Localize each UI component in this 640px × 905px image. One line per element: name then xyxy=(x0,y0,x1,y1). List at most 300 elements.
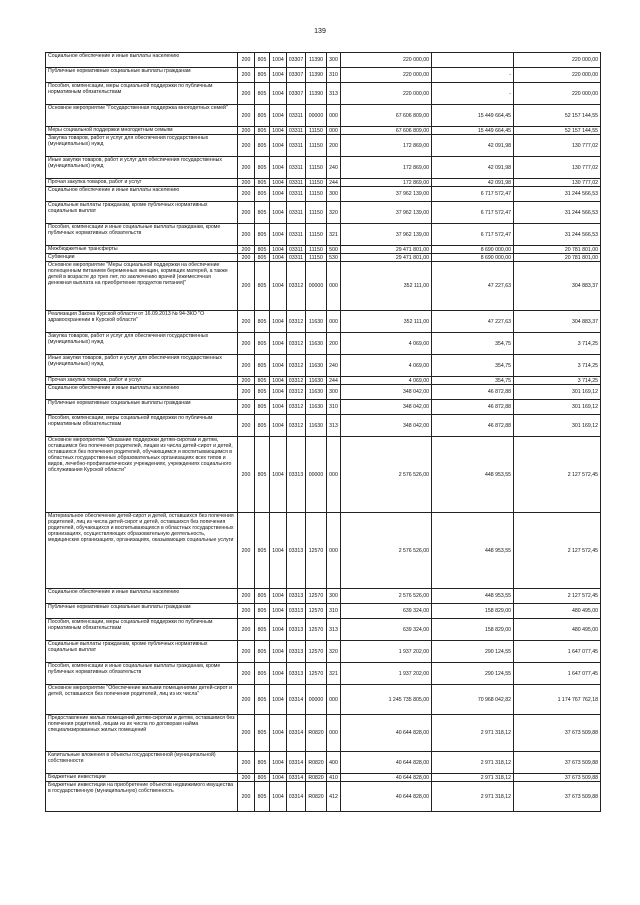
table-row xyxy=(46,333,601,355)
row-s3: 220 000,00 xyxy=(514,83,601,105)
row-name: Социальное обеспечение и иные выплаты населению xyxy=(46,589,238,604)
row-ved: 200 xyxy=(238,224,255,246)
row-pr: 1004 xyxy=(270,68,287,83)
row-s3: 3 714,25 xyxy=(514,377,601,385)
row-s3: 1 174 767 762,18 xyxy=(514,685,601,715)
row-pr: 1004 xyxy=(270,53,287,68)
row-pr: 1004 xyxy=(270,663,287,685)
row-s2: 46 872,88 xyxy=(432,415,514,437)
table-row xyxy=(46,157,601,179)
row-ved: 200 xyxy=(238,589,255,604)
row-s2: - xyxy=(432,68,514,83)
row-s2: 290 124,55 xyxy=(432,663,514,685)
table-row xyxy=(46,663,601,685)
row-name: Меры социальной поддержки многодетным семьям xyxy=(46,127,238,135)
row-name: Субвенции xyxy=(46,254,238,262)
row-s1: 352 111,00 xyxy=(341,262,432,311)
table-row xyxy=(46,105,601,127)
row-s1: 172 869,00 xyxy=(341,135,432,157)
row-name: Социальное обеспечение и иные выплаты населению xyxy=(46,53,238,68)
row-vr: 321 xyxy=(327,224,341,246)
row-name: Основное мероприятие "Оказание поддержки детям-сиротам и детям, оставшимся без попечения родителей, лицам из числа детей-сирот и детей, оставшихся без попечения родителей, обучающимся и воспитывающимся в областных государственных образовательных организациях всех типов и видов, лечебно-профилактических учреждениях, учреждениях социального обслуживания Курской области" xyxy=(46,437,238,513)
row-p1: 03311 xyxy=(287,127,306,135)
row-vr: 310 xyxy=(327,604,341,619)
row-vr: 000 xyxy=(327,715,341,752)
row-ved: 200 xyxy=(238,663,255,685)
row-pr: 1004 xyxy=(270,157,287,179)
row-vr: 313 xyxy=(327,83,341,105)
row-s1: 2 576 526,00 xyxy=(341,589,432,604)
row-rz: 805 xyxy=(255,641,270,663)
row-s1: 220 000,00 xyxy=(341,83,432,105)
row-ved: 200 xyxy=(238,157,255,179)
row-name: Пособия, компенсации и иные социальные выплаты гражданам, кроме публичных нормативных обязательств xyxy=(46,224,238,246)
row-s3: 3 714,25 xyxy=(514,333,601,355)
table-row xyxy=(46,513,601,589)
row-vr: 244 xyxy=(327,179,341,187)
row-vr: 300 xyxy=(327,187,341,202)
row-p2: 12570 xyxy=(306,589,327,604)
row-name: Социальные выплаты гражданам, кроме публичных нормативных социальных выплат xyxy=(46,202,238,224)
row-ved: 200 xyxy=(238,641,255,663)
row-s3: 480 495,00 xyxy=(514,604,601,619)
row-p2: 00000 xyxy=(306,685,327,715)
row-rz: 805 xyxy=(255,782,270,812)
row-s2: 2 971 318,12 xyxy=(432,782,514,812)
row-p1: 03311 xyxy=(287,105,306,127)
row-p1: 03314 xyxy=(287,752,306,774)
row-p2: 11390 xyxy=(306,83,327,105)
row-p2: 11630 xyxy=(306,311,327,333)
row-s2: 354,75 xyxy=(432,355,514,377)
row-s2: 47 227,63 xyxy=(432,311,514,333)
row-p2: 12570 xyxy=(306,663,327,685)
row-p1: 03307 xyxy=(287,83,306,105)
table-row xyxy=(46,179,601,187)
row-name: Социальные выплаты гражданам, кроме публичных нормативных социальных выплат xyxy=(46,641,238,663)
row-s2: 15 449 664,45 xyxy=(432,105,514,127)
table-row xyxy=(46,377,601,385)
row-s3: 31 244 566,53 xyxy=(514,224,601,246)
row-pr: 1004 xyxy=(270,179,287,187)
row-s1: 40 644 828,00 xyxy=(341,715,432,752)
row-rz: 805 xyxy=(255,685,270,715)
row-rz: 805 xyxy=(255,179,270,187)
row-p1: 03312 xyxy=(287,415,306,437)
row-name: Иные закупки товаров, работ и услуг для обеспечения государственных (муниципальных) нужд xyxy=(46,355,238,377)
row-p2: 11150 xyxy=(306,254,327,262)
row-p2: 00000 xyxy=(306,437,327,513)
row-pr: 1004 xyxy=(270,619,287,641)
row-vr: 000 xyxy=(327,685,341,715)
row-p2: 11150 xyxy=(306,202,327,224)
row-name: Предоставление жилых помещений детям-сиротам и детям, оставшимся без попечения родителей, лицам из их числа по договорам найма специализированных жилых помещений xyxy=(46,715,238,752)
row-s3: 301 169,12 xyxy=(514,415,601,437)
row-p1: 03311 xyxy=(287,224,306,246)
row-name: Закупка товаров, работ и услуг для обеспечения государственных (муниципальных) нужд xyxy=(46,333,238,355)
table-row xyxy=(46,127,601,135)
row-vr: 000 xyxy=(327,262,341,311)
row-name: Основное мероприятие "Меры социальной поддержки на обеспечение полноценным питанием беременных женщин, кормящих матерей, а также детей в возрасте до трех лет, по заключению врачей (ежемесячная денежная выплата на приобретение продуктов питания)" xyxy=(46,262,238,311)
row-rz: 805 xyxy=(255,202,270,224)
row-p1: 03312 xyxy=(287,400,306,415)
row-name: Пособия, компенсации, меры социальной поддержки по публичным нормативным обязательствам xyxy=(46,83,238,105)
row-vr: 200 xyxy=(327,333,341,355)
table-row xyxy=(46,53,601,68)
row-pr: 1004 xyxy=(270,774,287,782)
row-s2: 46 872,88 xyxy=(432,400,514,415)
table-row xyxy=(46,437,601,513)
row-rz: 805 xyxy=(255,127,270,135)
row-p1: 03312 xyxy=(287,311,306,333)
row-name: Социальное обеспечение и иные выплаты населению xyxy=(46,385,238,400)
row-s1: 1 937 202,00 xyxy=(341,663,432,685)
row-s3: 130 777,02 xyxy=(514,135,601,157)
row-ved: 200 xyxy=(238,179,255,187)
row-pr: 1004 xyxy=(270,385,287,400)
row-s3: 37 673 509,88 xyxy=(514,752,601,774)
row-pr: 1004 xyxy=(270,782,287,812)
row-name: Материальное обеспечение детей-сирот и детей, оставшихся без попечения родителей, лиц из числа детей-сирот и детей, оставшихся без попечения родителей, обучающихся и воспитывающихся в областных государственных организациях, осуществляющих образовательную деятельность, медицинских организациях, организациях, оказывающих социальные услуги xyxy=(46,513,238,589)
row-s1: 639 324,00 xyxy=(341,619,432,641)
table-row xyxy=(46,246,601,254)
row-p2: 11390 xyxy=(306,53,327,68)
row-p2: 11390 xyxy=(306,68,327,83)
row-p1: 03312 xyxy=(287,385,306,400)
row-ved: 200 xyxy=(238,135,255,157)
row-ved: 200 xyxy=(238,105,255,127)
row-ved: 200 xyxy=(238,187,255,202)
row-s1: 37 962 139,00 xyxy=(341,202,432,224)
row-s1: 40 644 828,00 xyxy=(341,782,432,812)
page-number: 139 xyxy=(314,28,326,35)
row-p1: 03312 xyxy=(287,262,306,311)
row-s1: 40 644 828,00 xyxy=(341,774,432,782)
row-p2: 11630 xyxy=(306,333,327,355)
row-s3: 3 714,25 xyxy=(514,355,601,377)
row-pr: 1004 xyxy=(270,589,287,604)
row-pr: 1004 xyxy=(270,715,287,752)
row-rz: 805 xyxy=(255,105,270,127)
row-name: Закупка товаров, работ и услуг для обеспечения государственных (муниципальных) нужд xyxy=(46,135,238,157)
row-rz: 805 xyxy=(255,385,270,400)
row-pr: 1004 xyxy=(270,400,287,415)
row-s2: 42 091,98 xyxy=(432,179,514,187)
row-vr: 320 xyxy=(327,641,341,663)
row-p2: R0820 xyxy=(306,752,327,774)
row-ved: 200 xyxy=(238,385,255,400)
row-p1: 03307 xyxy=(287,68,306,83)
row-rz: 805 xyxy=(255,68,270,83)
row-rz: 805 xyxy=(255,513,270,589)
table-body xyxy=(46,53,601,812)
row-s1: 37 962 139,00 xyxy=(341,187,432,202)
row-p1: 03313 xyxy=(287,513,306,589)
table-row xyxy=(46,355,601,377)
row-vr: 200 xyxy=(327,135,341,157)
row-s1: 67 606 809,00 xyxy=(341,105,432,127)
row-s3: 1 647 077,45 xyxy=(514,641,601,663)
row-name: Межбюджетные трансферты xyxy=(46,246,238,254)
row-s1: 172 869,00 xyxy=(341,157,432,179)
row-s3: 220 000,00 xyxy=(514,53,601,68)
row-s2: 42 091,98 xyxy=(432,135,514,157)
row-ved: 200 xyxy=(238,127,255,135)
row-p1: 03313 xyxy=(287,604,306,619)
row-ved: 200 xyxy=(238,53,255,68)
row-s2: 158 829,00 xyxy=(432,619,514,641)
row-s2: 2 971 318,12 xyxy=(432,715,514,752)
row-rz: 805 xyxy=(255,377,270,385)
row-s2: 47 227,63 xyxy=(432,262,514,311)
row-s3: 2 127 572,45 xyxy=(514,437,601,513)
row-name: Бюджетные инвестиции xyxy=(46,774,238,782)
row-rz: 805 xyxy=(255,157,270,179)
row-p2: 00000 xyxy=(306,105,327,127)
row-s1: 348 042,00 xyxy=(341,415,432,437)
row-rz: 805 xyxy=(255,262,270,311)
row-pr: 1004 xyxy=(270,105,287,127)
row-s2: 448 953,55 xyxy=(432,437,514,513)
row-ved: 200 xyxy=(238,377,255,385)
row-vr: 320 xyxy=(327,202,341,224)
row-name: Основное мероприятие "Государственная поддержка многодетных семей" xyxy=(46,105,238,127)
row-s1: 29 471 801,00 xyxy=(341,246,432,254)
row-name: Прочая закупка товаров, работ и услуг xyxy=(46,377,238,385)
row-name: Публичные нормативные социальные выплаты гражданам xyxy=(46,604,238,619)
row-p2: 12570 xyxy=(306,619,327,641)
row-pr: 1004 xyxy=(270,752,287,774)
table-row xyxy=(46,83,601,105)
row-rz: 805 xyxy=(255,774,270,782)
row-p1: 03313 xyxy=(287,619,306,641)
row-rz: 805 xyxy=(255,254,270,262)
row-p1: 03313 xyxy=(287,437,306,513)
row-name: Социальное обеспечение и иные выплаты населению xyxy=(46,187,238,202)
row-name: Публичные нормативные социальные выплаты гражданам xyxy=(46,68,238,83)
row-s2: 354,75 xyxy=(432,377,514,385)
row-pr: 1004 xyxy=(270,187,287,202)
table-row xyxy=(46,685,601,715)
row-p2: 11630 xyxy=(306,377,327,385)
row-ved: 200 xyxy=(238,604,255,619)
table-row xyxy=(46,782,601,812)
row-pr: 1004 xyxy=(270,685,287,715)
row-s1: 2 576 526,00 xyxy=(341,437,432,513)
row-ved: 200 xyxy=(238,333,255,355)
row-ved: 200 xyxy=(238,715,255,752)
row-rz: 805 xyxy=(255,663,270,685)
row-vr: 310 xyxy=(327,400,341,415)
row-ved: 200 xyxy=(238,246,255,254)
row-pr: 1004 xyxy=(270,437,287,513)
row-s1: 4 069,00 xyxy=(341,377,432,385)
row-vr: 400 xyxy=(327,752,341,774)
row-ved: 200 xyxy=(238,437,255,513)
row-pr: 1004 xyxy=(270,513,287,589)
row-s2: 8 690 000,00 xyxy=(432,254,514,262)
table-row xyxy=(46,619,601,641)
table-row xyxy=(46,752,601,774)
row-p2: 12570 xyxy=(306,513,327,589)
table-row xyxy=(46,641,601,663)
row-vr: 300 xyxy=(327,53,341,68)
row-s1: 1 245 735 805,00 xyxy=(341,685,432,715)
row-p2: R0820 xyxy=(306,715,327,752)
row-vr: 313 xyxy=(327,619,341,641)
row-p2: 11150 xyxy=(306,224,327,246)
row-s3: 304 883,37 xyxy=(514,262,601,311)
row-p1: 03311 xyxy=(287,157,306,179)
row-rz: 805 xyxy=(255,752,270,774)
table-row xyxy=(46,254,601,262)
row-s3: 52 157 144,55 xyxy=(514,127,601,135)
row-ved: 200 xyxy=(238,83,255,105)
row-p1: 03311 xyxy=(287,187,306,202)
row-ved: 200 xyxy=(238,311,255,333)
row-p2: 11150 xyxy=(306,127,327,135)
row-p2: 11630 xyxy=(306,385,327,400)
budget-table xyxy=(45,52,601,812)
table-row xyxy=(46,224,601,246)
table-row xyxy=(46,604,601,619)
row-ved: 200 xyxy=(238,202,255,224)
row-name: Реализация Закона Курской области от 16.09.2013 № 94-ЗКО "О здравоохранении в Курской области" xyxy=(46,311,238,333)
row-s2: 2 971 318,12 xyxy=(432,774,514,782)
row-p2: 12570 xyxy=(306,641,327,663)
row-p1: 03311 xyxy=(287,179,306,187)
table-row xyxy=(46,187,601,202)
row-name: Капитальные вложения в объекты государственной (муниципальной) собственности xyxy=(46,752,238,774)
row-vr: 313 xyxy=(327,415,341,437)
row-vr: 500 xyxy=(327,246,341,254)
row-pr: 1004 xyxy=(270,246,287,254)
row-pr: 1004 xyxy=(270,254,287,262)
row-name: Пособия, компенсации и иные социальные выплаты гражданам, кроме публичных нормативных обязательств xyxy=(46,663,238,685)
row-rz: 805 xyxy=(255,415,270,437)
row-s1: 348 042,00 xyxy=(341,400,432,415)
row-rz: 805 xyxy=(255,187,270,202)
budget-table-container xyxy=(45,52,600,812)
row-pr: 1004 xyxy=(270,377,287,385)
row-name: Бюджетные инвестиции на приобретение объектов недвижимого имущества в государственную (муниципальную) собственность xyxy=(46,782,238,812)
row-s1: 172 869,00 xyxy=(341,179,432,187)
row-pr: 1004 xyxy=(270,135,287,157)
row-pr: 1004 xyxy=(270,202,287,224)
row-p1: 03313 xyxy=(287,663,306,685)
row-s3: 220 000,00 xyxy=(514,68,601,83)
row-pr: 1004 xyxy=(270,127,287,135)
row-pr: 1004 xyxy=(270,311,287,333)
row-s3: 37 673 509,88 xyxy=(514,774,601,782)
row-p1: 03311 xyxy=(287,246,306,254)
row-p2: R0820 xyxy=(306,782,327,812)
row-s3: 31 244 566,53 xyxy=(514,187,601,202)
row-s2: 6 717 572,47 xyxy=(432,202,514,224)
row-s3: 301 169,12 xyxy=(514,385,601,400)
row-rz: 805 xyxy=(255,224,270,246)
row-rz: 805 xyxy=(255,333,270,355)
row-vr: 244 xyxy=(327,377,341,385)
row-vr: 000 xyxy=(327,105,341,127)
row-vr: 000 xyxy=(327,311,341,333)
row-ved: 200 xyxy=(238,400,255,415)
row-s1: 4 069,00 xyxy=(341,355,432,377)
row-p2: 11630 xyxy=(306,355,327,377)
row-p1: 03311 xyxy=(287,135,306,157)
row-s1: 348 042,00 xyxy=(341,385,432,400)
row-s1: 37 962 139,00 xyxy=(341,224,432,246)
table-row xyxy=(46,715,601,752)
row-vr: 310 xyxy=(327,68,341,83)
row-s2: 290 124,55 xyxy=(432,641,514,663)
row-s3: 301 169,12 xyxy=(514,400,601,415)
table-row xyxy=(46,589,601,604)
row-pr: 1004 xyxy=(270,83,287,105)
row-s1: 639 324,00 xyxy=(341,604,432,619)
row-ved: 200 xyxy=(238,752,255,774)
row-s3: 20 781 801,00 xyxy=(514,246,601,254)
row-ved: 200 xyxy=(238,774,255,782)
row-vr: 321 xyxy=(327,663,341,685)
row-s1: 40 644 828,00 xyxy=(341,752,432,774)
row-p1: 03312 xyxy=(287,355,306,377)
row-s1: 29 471 801,00 xyxy=(341,254,432,262)
row-p2: 11150 xyxy=(306,157,327,179)
row-s1: 4 069,00 xyxy=(341,333,432,355)
row-s2: 8 690 000,00 xyxy=(432,246,514,254)
row-s3: 1 647 077,45 xyxy=(514,663,601,685)
row-s2: 354,75 xyxy=(432,333,514,355)
row-vr: 240 xyxy=(327,355,341,377)
row-s1: 220 000,00 xyxy=(341,53,432,68)
row-s1: 352 111,00 xyxy=(341,311,432,333)
row-pr: 1004 xyxy=(270,355,287,377)
row-s3: 20 781 801,00 xyxy=(514,254,601,262)
row-p2: 11150 xyxy=(306,246,327,254)
row-rz: 805 xyxy=(255,589,270,604)
row-p2: 11150 xyxy=(306,187,327,202)
row-ved: 200 xyxy=(238,685,255,715)
row-s3: 37 673 509,88 xyxy=(514,715,601,752)
row-vr: 000 xyxy=(327,513,341,589)
row-s1: 1 937 202,00 xyxy=(341,641,432,663)
row-ved: 200 xyxy=(238,355,255,377)
row-p2: 11150 xyxy=(306,135,327,157)
row-p1: 03314 xyxy=(287,685,306,715)
row-rz: 805 xyxy=(255,53,270,68)
row-vr: 240 xyxy=(327,157,341,179)
row-rz: 805 xyxy=(255,604,270,619)
row-vr: 000 xyxy=(327,127,341,135)
row-rz: 805 xyxy=(255,437,270,513)
row-s2 xyxy=(432,53,514,68)
row-p1: 03314 xyxy=(287,782,306,812)
row-s2: 2 971 318,12 xyxy=(432,752,514,774)
table-row xyxy=(46,400,601,415)
row-s2: 70 968 042,82 xyxy=(432,685,514,715)
row-s3: 304 883,37 xyxy=(514,311,601,333)
row-vr: 412 xyxy=(327,782,341,812)
row-rz: 805 xyxy=(255,400,270,415)
table-row xyxy=(46,774,601,782)
row-p2: 11630 xyxy=(306,400,327,415)
row-rz: 805 xyxy=(255,311,270,333)
row-s1: 2 576 526,00 xyxy=(341,513,432,589)
row-ved: 200 xyxy=(238,262,255,311)
row-pr: 1004 xyxy=(270,262,287,311)
row-pr: 1004 xyxy=(270,333,287,355)
